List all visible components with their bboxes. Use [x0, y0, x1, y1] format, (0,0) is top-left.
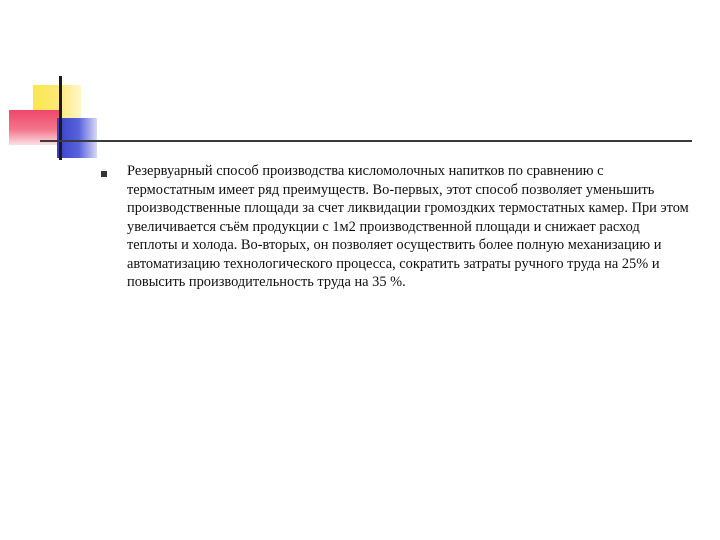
- decorative-blue-square: [57, 118, 97, 158]
- bullet-text: Резервуарный способ производства кисломолочных напитков по сравнению с термостатным имеет ряд преимуществ. Во-первых, этот способ позволяет уменьшить производственные площади за счет ликвидации громоздких термостатных камер. При этом увеличивается съём продукции с 1м2 производственной площади и снижает расход теплоты и холода. Во-вторых, он позволяет осуществить более полную механизацию и автоматизацию технологического процесса, сократить затраты ручного труда на 25% и повысить производительность труда на 35 %.: [127, 163, 689, 290]
- title-divider-line: [40, 140, 692, 142]
- square-bullet-icon: [101, 171, 107, 177]
- decorative-vertical-line: [59, 76, 62, 160]
